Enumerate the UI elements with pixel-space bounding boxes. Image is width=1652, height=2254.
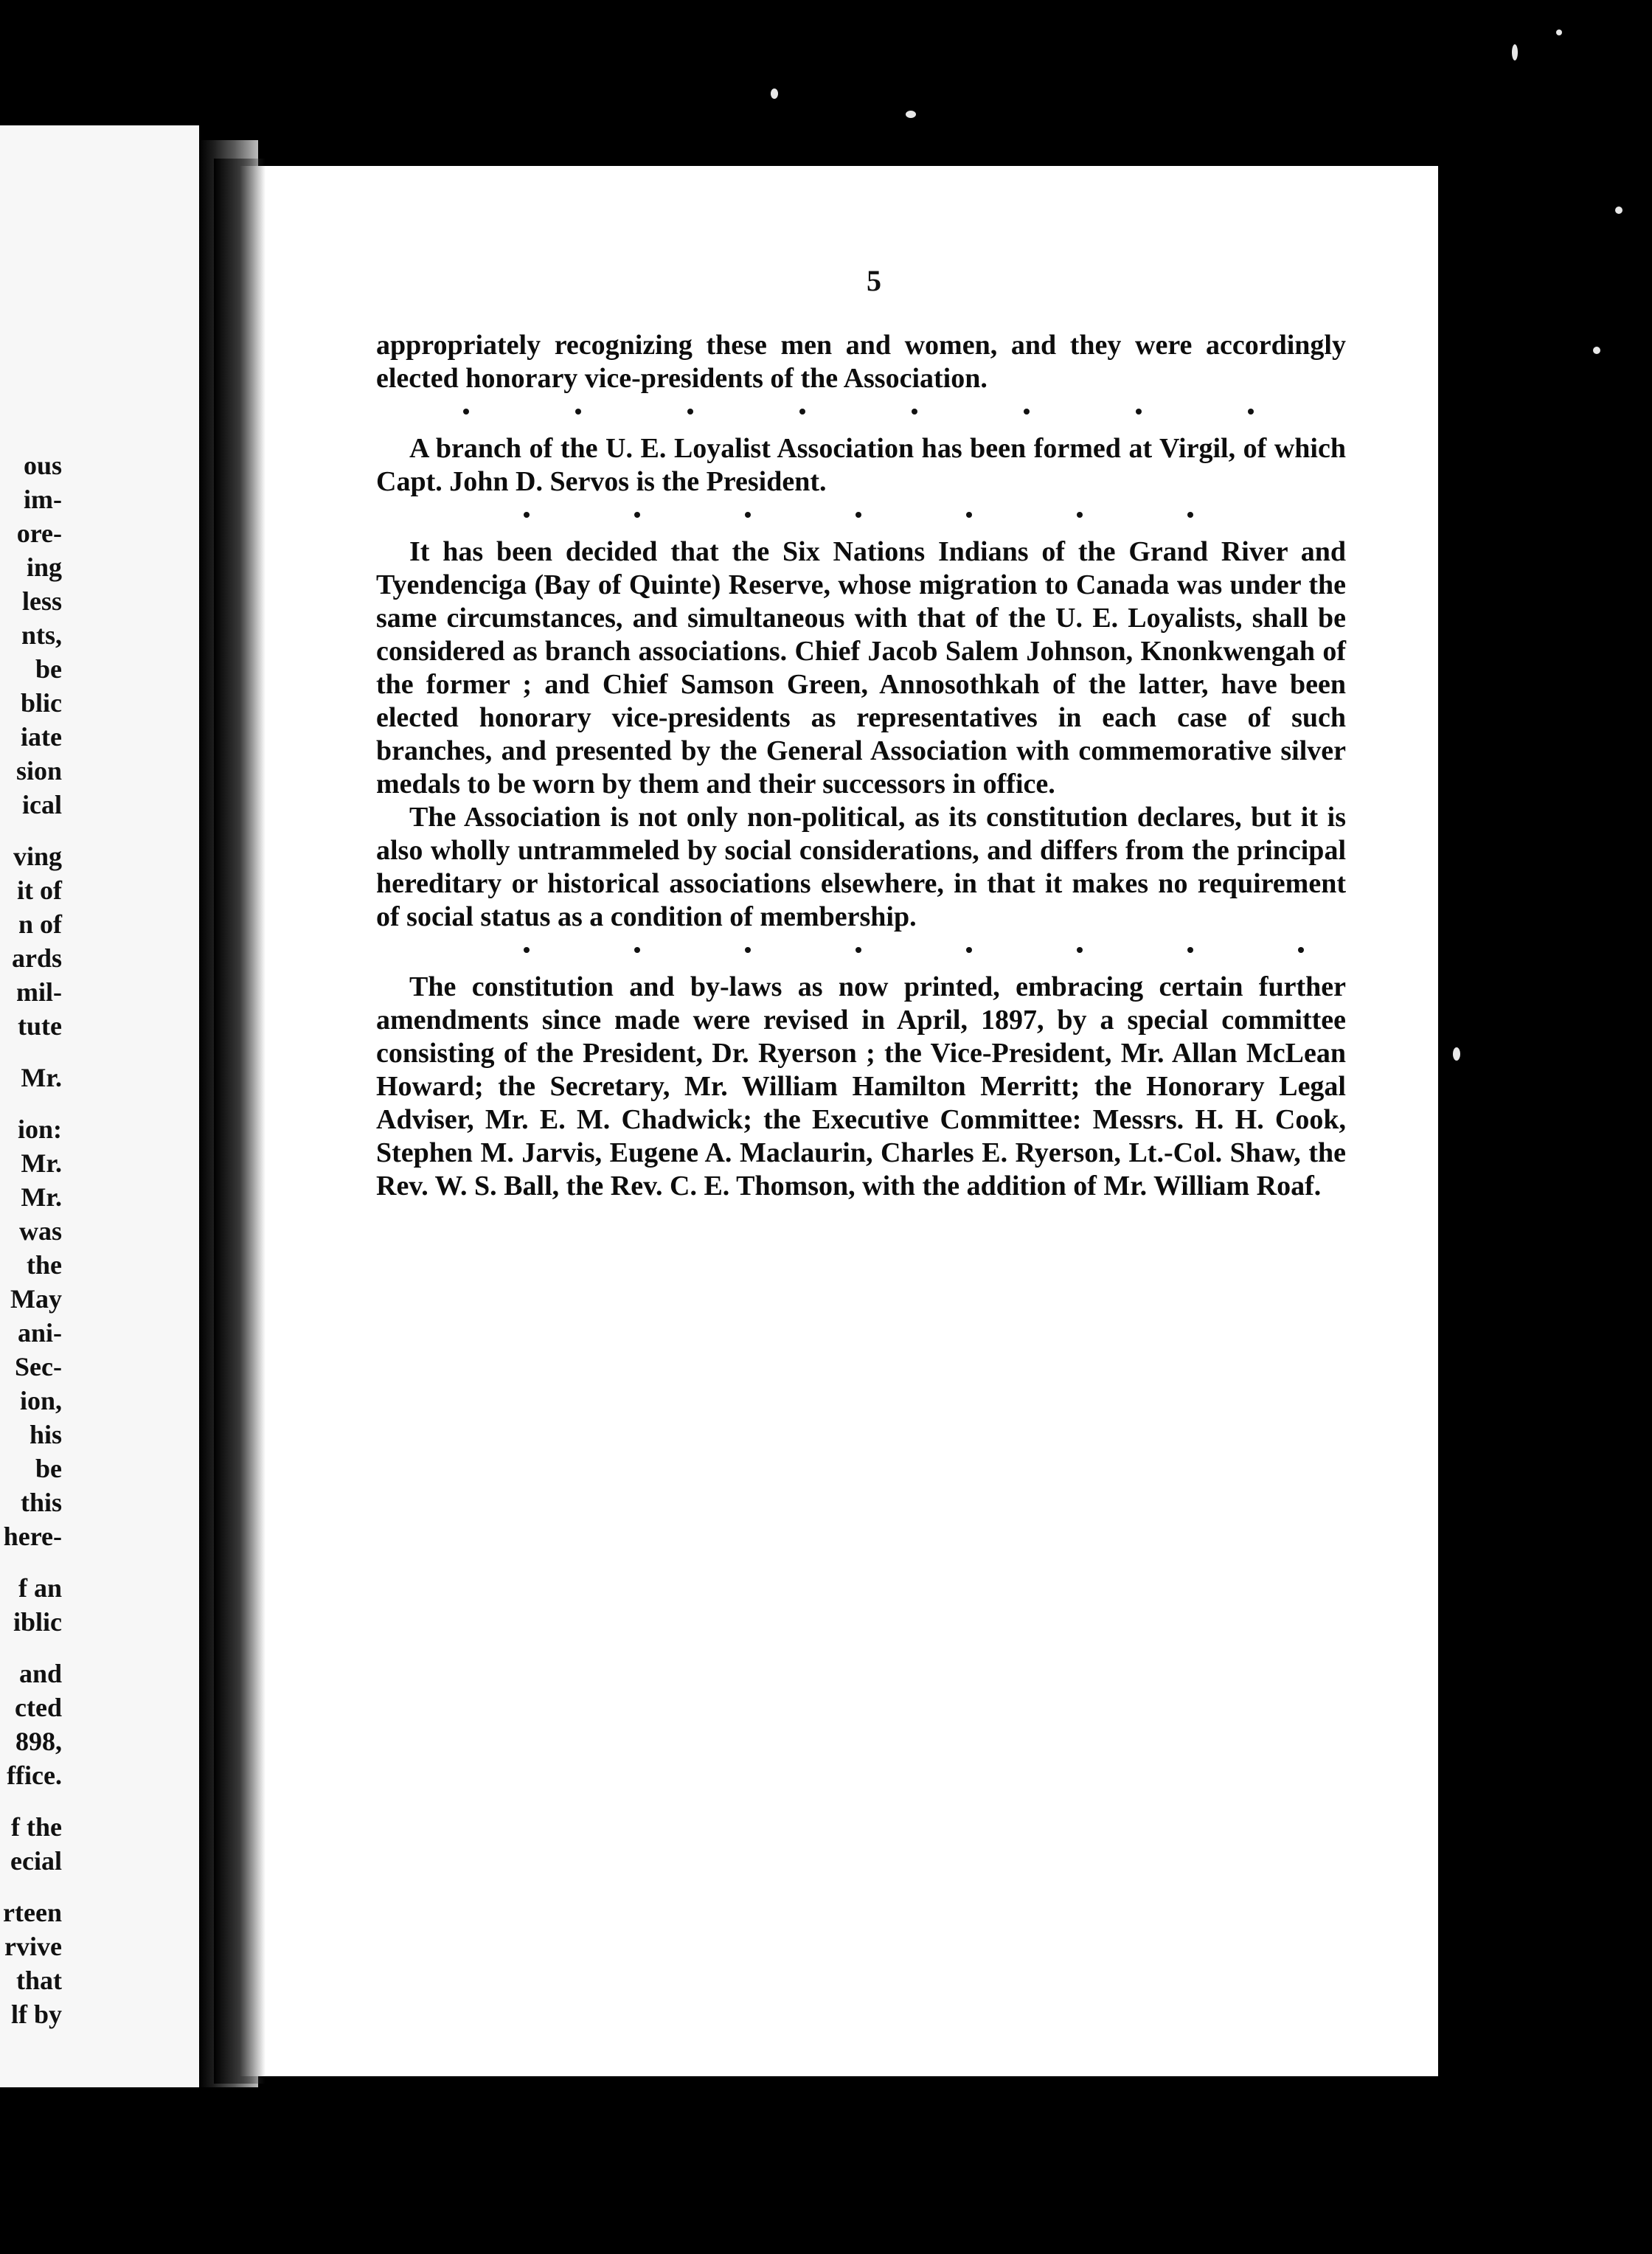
- left-fragment-line: be: [35, 1454, 62, 1483]
- paragraph-5: The constitution and by-laws as now printed, embracing certain further amendments since made were revised in April, 1897, by a special committee consisting of the President, Dr. Ryerson ; the Vice-President, Mr. Allan McLean Howard; the Secretary, Mr. William Hamilton Merritt; the Honorary Legal Adviser, Mr. E. M. Chadwick; the Executive Committee: Messrs. H. H. Cook, Stephen M. Jarvis, Eugene A. Maclaurin, Charles E. Ryerson, Lt.-Col. Shaw, the Rev. W. S. Ball, the Rev. C. E. Thomson, with the addition of Mr. William Roaf.: [376, 971, 1346, 1201]
- left-fragment-line: ards: [11, 943, 62, 973]
- left-fragment-line: f an: [18, 1573, 62, 1603]
- left-fragment-gap: [0, 822, 62, 839]
- left-fragment-line: Mr.: [21, 1182, 62, 1212]
- left-fragment-line: his: [29, 1420, 62, 1449]
- left-fragment-line: sion: [15, 756, 62, 786]
- left-fragment-line: ving: [13, 842, 62, 871]
- left-fragment-line: May: [10, 1284, 62, 1314]
- section-separator: [376, 499, 1346, 535]
- left-fragment-line: cted: [15, 1693, 62, 1722]
- left-fragment-line: rteen: [3, 1898, 62, 1927]
- left-fragment-line: ion,: [19, 1386, 62, 1415]
- left-fragment-line: here-: [3, 1522, 62, 1551]
- left-fragment-line: iblic: [13, 1607, 62, 1637]
- paragraph-2: A branch of the U. E. Loyalist Association has been formed at Virgil, of which Capt. John D. Servos is the President.: [376, 433, 1346, 497]
- left-fragment-line: this: [20, 1488, 62, 1517]
- left-fragment-line: that: [16, 1966, 62, 1995]
- left-fragment-line: ical: [22, 790, 62, 819]
- left-page: [0, 125, 199, 2087]
- left-fragment-gap: [0, 1639, 62, 1657]
- left-fragment-line: ion:: [17, 1114, 62, 1144]
- left-fragment-line: Mr.: [21, 1148, 62, 1178]
- page-edge-shadow: [214, 159, 266, 2084]
- left-fragment-line: tute: [18, 1011, 62, 1041]
- left-fragment-line: lf by: [10, 2000, 62, 2029]
- section-separator: [376, 395, 1346, 432]
- left-fragment-line: the: [27, 1250, 62, 1280]
- left-fragment-line: ing: [26, 552, 62, 582]
- section-separator: [376, 934, 1346, 971]
- left-page-text-fragments: [0, 448, 62, 2031]
- left-fragment-line: im-: [24, 485, 62, 514]
- left-fragment-line: blic: [20, 688, 62, 718]
- left-fragment-gap: [0, 1553, 62, 1571]
- left-fragment-line: it of: [17, 875, 62, 905]
- left-fragment-line: iate: [21, 722, 62, 752]
- left-fragment-line: was: [18, 1216, 62, 1246]
- left-fragment-line: less: [22, 586, 62, 616]
- left-fragment-line: n of: [18, 909, 62, 939]
- left-fragment-line: nts,: [21, 620, 62, 650]
- page-number: 5: [867, 264, 881, 297]
- left-fragment-gap: [0, 1043, 62, 1061]
- left-fragment-line: ffice.: [7, 1761, 62, 1790]
- left-fragment-line: 898,: [15, 1727, 62, 1756]
- left-fragment-line: ore-: [16, 519, 62, 548]
- left-fragment-gap: [0, 1095, 62, 1112]
- left-fragment-line: be: [35, 654, 62, 684]
- left-fragment-gap: [0, 1878, 62, 1896]
- paragraph-1: appropriately recognizing these men and women, and they were accordingly elected honorary vice-presidents of the Association.: [376, 330, 1346, 394]
- left-fragment-gap: [0, 1792, 62, 1810]
- left-fragment-line: and: [18, 1659, 62, 1688]
- body-text: [376, 329, 1346, 1203]
- left-fragment-line: rvive: [4, 1932, 62, 1961]
- left-fragment-line: Mr.: [21, 1063, 62, 1092]
- left-fragment-line: Sec-: [15, 1352, 62, 1381]
- paragraph-4: The Association is not only non-political, as its constitution declares, but it is also wholly untrammeled by social considerations, and differs from the principal hereditary or historical associations elsewhere, in that it makes no requirement of social status as a condition of membership.: [376, 802, 1346, 932]
- left-fragment-line: ecial: [10, 1846, 62, 1876]
- left-fragment-line: ani-: [17, 1318, 62, 1348]
- left-fragment-line: ous: [23, 451, 62, 480]
- left-fragment-line: mil-: [16, 977, 62, 1007]
- paragraph-3: It has been decided that the Six Nations Indians of the Grand River and Tyendenciga (Bay of Quinte) Reserve, whose migration to Canada was under the same circumstances, and simultaneous with that of the U. E. Loyalists, shall be considered as branch associations. Chief Jacob Salem Johnson, Knonkwengah of the former ; and Chief Samson Green, Annosothkah of the latter, have been elected honorary vice-presidents as representatives in each case of such branches, and presented by the General Association with commemorative silver medals to be worn by them and their successors in office.: [376, 536, 1346, 800]
- left-fragment-line: f the: [11, 1812, 62, 1842]
